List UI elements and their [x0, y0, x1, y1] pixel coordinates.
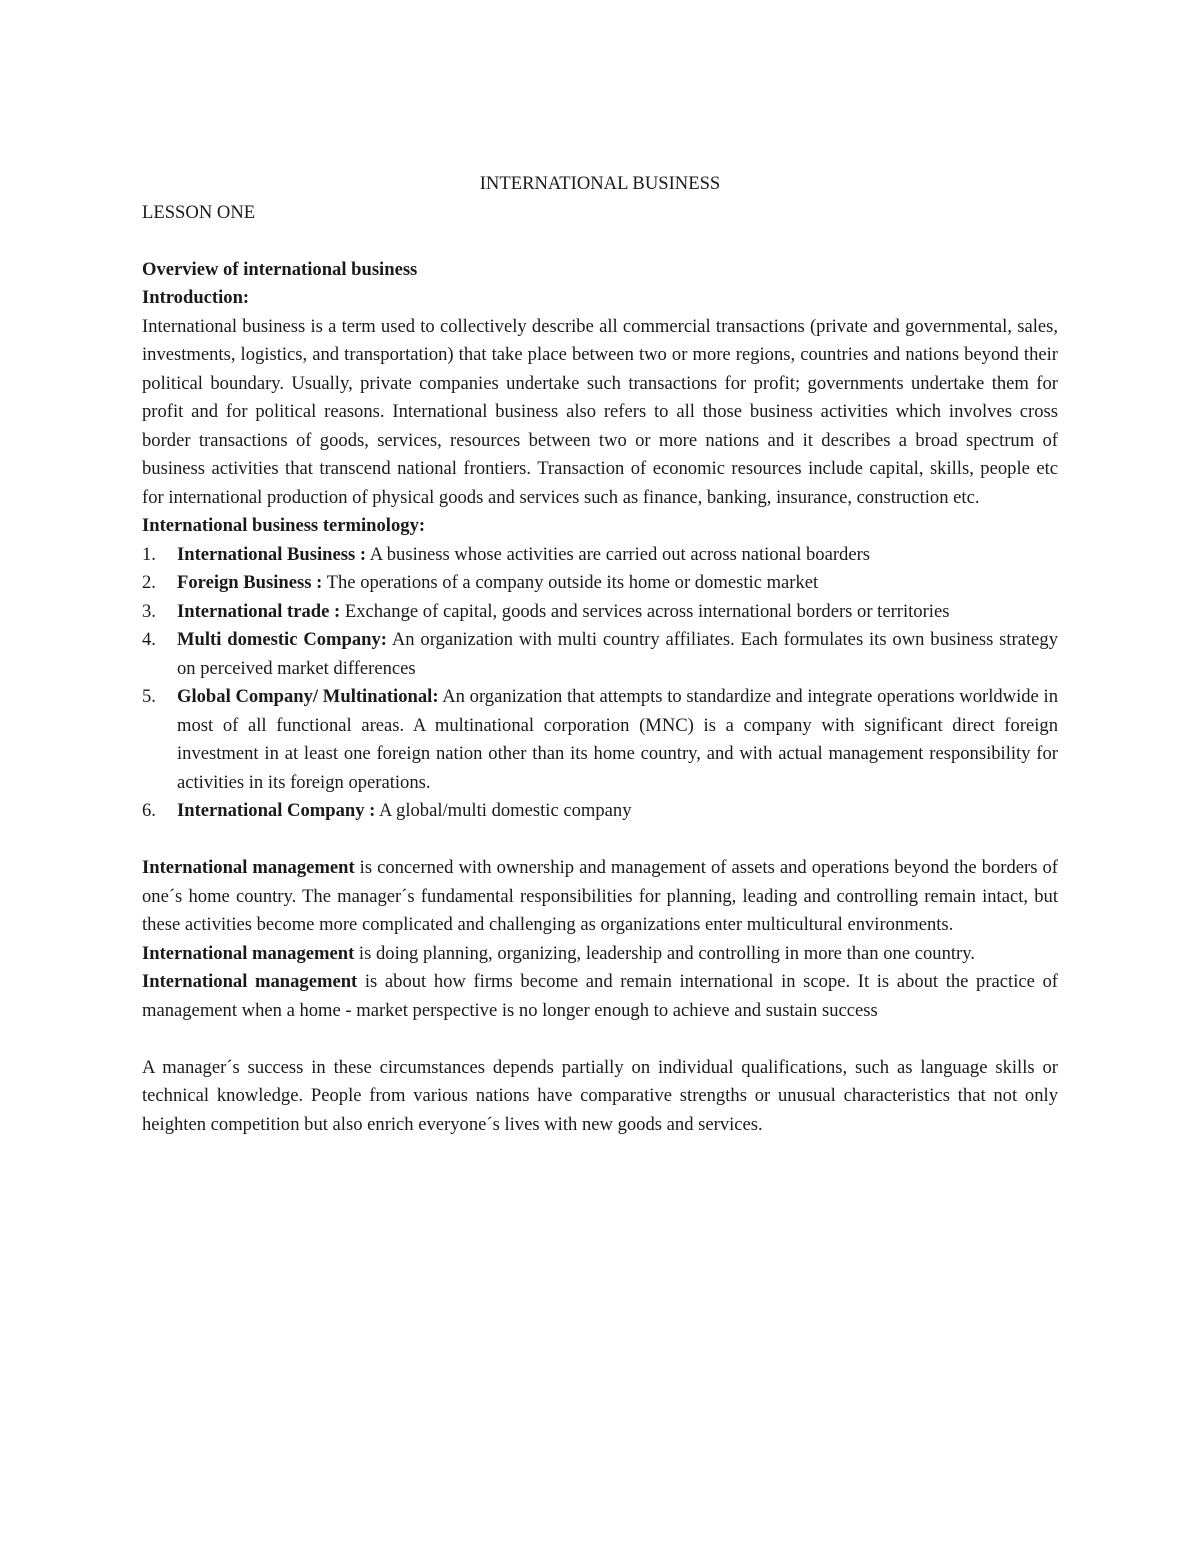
- document-page: [142, 170, 1058, 1139]
- list-number: 6.: [142, 800, 156, 821]
- list-number: 3.: [142, 600, 156, 622]
- term-definition: A business whose activities are carried out across national boarders: [366, 543, 871, 565]
- terminology-heading: International business terminology:: [142, 515, 426, 536]
- list-number: 1.: [142, 543, 156, 565]
- term-label: International Company :: [177, 800, 376, 821]
- management-paragraph: [142, 940, 1058, 969]
- term-label: Global Company/ Multinational:: [177, 686, 439, 707]
- management-paragraph: [142, 854, 1058, 940]
- management-text: is concerned with ownership and management of assets and operations beyond the borders of one´s home country. The manager´s fundamental responsibilities for planning, leading and controlling remain intact, but these activities become more complicated and challenging as organizations enter multicultural environments.: [142, 857, 1058, 935]
- term-label: International Business :: [177, 543, 367, 565]
- term-label: Foreign Business :: [177, 572, 323, 593]
- management-paragraph: [142, 968, 1058, 1025]
- overview-heading: Overview of international business: [142, 258, 418, 280]
- term-definition: An organization that attempts to standardize and integrate operations worldwide in most of all functional areas. A multinational corporation (MNC) is a company with significant direct foreign investment in at least one foreign nation other than its home country, and with actual management responsibility for activities in its foreign operations.: [177, 686, 1058, 793]
- spacer: [142, 826, 1058, 855]
- term-definition: The operations of a company outside its home or domestic market: [322, 572, 819, 593]
- management-text: is about how firms become and remain international in scope. It is about the practice of management when a home - market perspective is no longer enough to achieve and sustain success: [142, 971, 1058, 1021]
- term-label: International trade :: [177, 600, 341, 622]
- list-item: [142, 541, 1058, 570]
- term-label: Multi domestic Company:: [177, 629, 388, 650]
- spacer: [142, 1025, 1058, 1054]
- terminology-list: [142, 541, 1058, 826]
- closing-paragraph: A manager´s success in these circumstances depends partially on individual qualifications, such as language skills or technical knowledge. People from various nations have comparative strengths or unusual characteristics that not only heighten competition but also enrich everyone´s lives with new goods and services.: [142, 1056, 1058, 1135]
- management-term: International management: [142, 971, 358, 992]
- list-item: [142, 683, 1058, 797]
- list-number: 5.: [142, 686, 156, 707]
- list-item: [142, 626, 1058, 683]
- list-number: 2.: [142, 572, 156, 593]
- management-text: is doing planning, organizing, leadership and controlling in more than one country.: [354, 942, 975, 964]
- list-item: [142, 797, 1058, 826]
- management-term: International management: [142, 857, 355, 878]
- lesson-label: LESSON ONE: [142, 201, 256, 223]
- management-term: International management: [142, 942, 355, 964]
- document-title: INTERNATIONAL BUSINESS: [479, 173, 721, 194]
- list-number: 4.: [142, 629, 156, 650]
- term-definition: An organization with multi country affiliates. Each formulates its own business strategy on perceived market differences: [177, 629, 1059, 679]
- term-definition: A global/multi domestic company: [375, 800, 632, 821]
- introduction-heading: Introduction:: [142, 287, 250, 308]
- introduction-paragraph: International business is a term used to collectively describe all commercial transactions (private and governmental, sales, investments, logistics, and transportation) that take place between two or more regions, countries and nations beyond their political boundary. Usually, private companies undertake such transactions for profit; governments undertake them for profit and for political reasons. International business also refers to all those business activities which involves cross border transactions of goods, services, resources between two or more nations and it describes a broad spectrum of business activities that transcend national frontiers. Transaction of economic resources include capital, skills, people etc for international production of physical goods and services such as finance, banking, insurance, construction etc.: [142, 315, 1058, 508]
- list-item: [142, 598, 1058, 627]
- term-definition: Exchange of capital, goods and services across international borders or territories: [340, 600, 950, 622]
- list-item: [142, 569, 1058, 598]
